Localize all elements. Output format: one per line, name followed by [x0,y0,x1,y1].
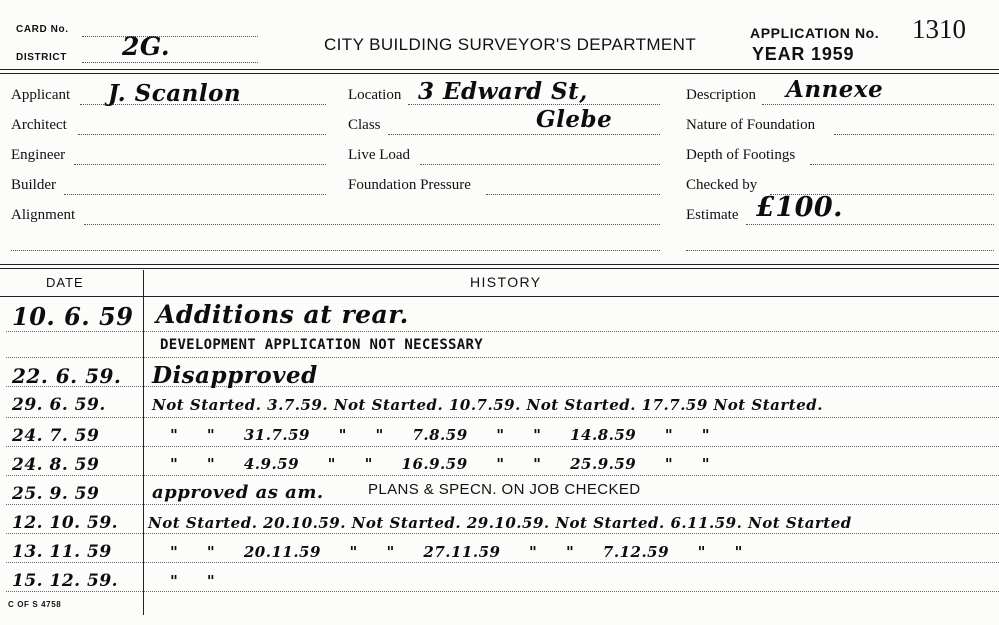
history-header-rule [0,296,999,297]
history-date: 29. 6. 59. [12,395,106,415]
description-line [762,104,994,105]
nature-of-foundation-label: Nature of Foundation [686,117,816,133]
estimate-value: £100. [756,192,844,223]
date-column-divider [143,270,144,615]
alignment-extra-line [11,250,660,251]
class-line [388,134,660,135]
live-load-label: Live Load [348,147,411,163]
foundation-pressure-line [486,194,660,195]
live-load-line [420,164,660,165]
builder-line [64,194,326,195]
form-code: C OF S 4758 [8,600,62,609]
history-entry: " " 4.9.59 " " 16.9.59 " " 25.9.59 " " [170,455,711,473]
history-divider-inner [0,268,999,269]
foundation-pressure-label: Foundation Pressure [348,177,471,193]
history-date: 22. 6. 59. [12,364,122,388]
builder-label: Builder [11,177,56,193]
estimate-label: Estimate [686,207,739,223]
depth-of-footings-line [810,164,994,165]
applicant-label: Applicant [11,87,71,103]
history-entry: " " [170,572,216,590]
description-value: Annexe [786,76,884,103]
architect-line [78,134,326,135]
history-date: 12. 10. 59. [12,513,119,533]
row-guide [6,331,999,332]
district-line [82,62,258,63]
row-guide [6,533,999,534]
card-no-label: CARD No. [16,24,69,35]
estimate-extra-line [686,250,994,251]
engineer-line [74,164,326,165]
history-column-header: HISTORY [470,274,542,290]
engineer-label: Engineer [11,147,66,163]
history-entry: Disapproved [152,362,318,389]
row-guide [6,446,999,447]
row-guide [6,417,999,418]
history-divider-top [0,264,999,265]
row-guide [6,475,999,476]
class-label: Class [348,117,381,133]
history-stamp-entry: DEVELOPMENT APPLICATION NOT NECESSARY [160,337,483,353]
application-number: 1310 [912,14,966,44]
row-guide [6,357,999,358]
header-divider-bottom [0,73,999,74]
history-date: 13. 11. 59 [12,542,112,562]
estimate-line [746,224,994,225]
nature-of-foundation-line [834,134,994,135]
history-date: 25. 9. 59 [12,484,100,504]
history-entry: Not Started. 20.10.59. Not Started. 29.10.59. Not Started. 6.11.59. Not Started [148,514,852,532]
alignment-label: Alignment [11,207,76,223]
history-entry-typed: PLANS & SPECN. ON JOB CHECKED [368,481,641,498]
district-label: DISTRICT [16,52,67,63]
application-no-label: APPLICATION No. [750,25,880,41]
depth-of-footings-label: Depth of Footings [686,147,796,163]
row-guide [6,591,999,592]
year-label: YEAR 1959 [752,44,855,64]
history-entry-handwritten: approved as am. [152,482,324,503]
history-date: 10. 6. 59 [12,302,134,331]
header-divider-top [0,69,999,70]
row-guide [6,504,999,505]
applicant-value: J. Scanlon [108,80,242,107]
history-date: 24. 8. 59 [12,455,100,475]
history-date: 15. 12. 59. [12,571,119,591]
description-label: Description [686,87,756,103]
department-title: CITY BUILDING SURVEYOR'S DEPARTMENT [324,35,697,54]
location-label: Location [348,87,402,103]
checked-by-label: Checked by [686,177,758,193]
history-entry: " " 31.7.59 " " 7.8.59 " " 14.8.59 " " [170,426,711,444]
district-value: 2G. [122,32,171,61]
history-entry: Additions at rear. [156,300,409,329]
alignment-line [84,224,660,225]
history-date: 24. 7. 59 [12,426,100,446]
location-value: 3 Edward St, [418,78,588,105]
date-column-header: DATE [46,275,84,290]
history-entry: " " 20.11.59 " " 27.11.59 " " 7.12.59 " " [170,543,743,561]
class-value: Glebe [536,106,613,133]
history-entry: Not Started. 3.7.59. Not Started. 10.7.59. Not Started. 17.7.59 Not Started. [152,396,823,414]
row-guide [6,562,999,563]
architect-label: Architect [11,117,67,133]
